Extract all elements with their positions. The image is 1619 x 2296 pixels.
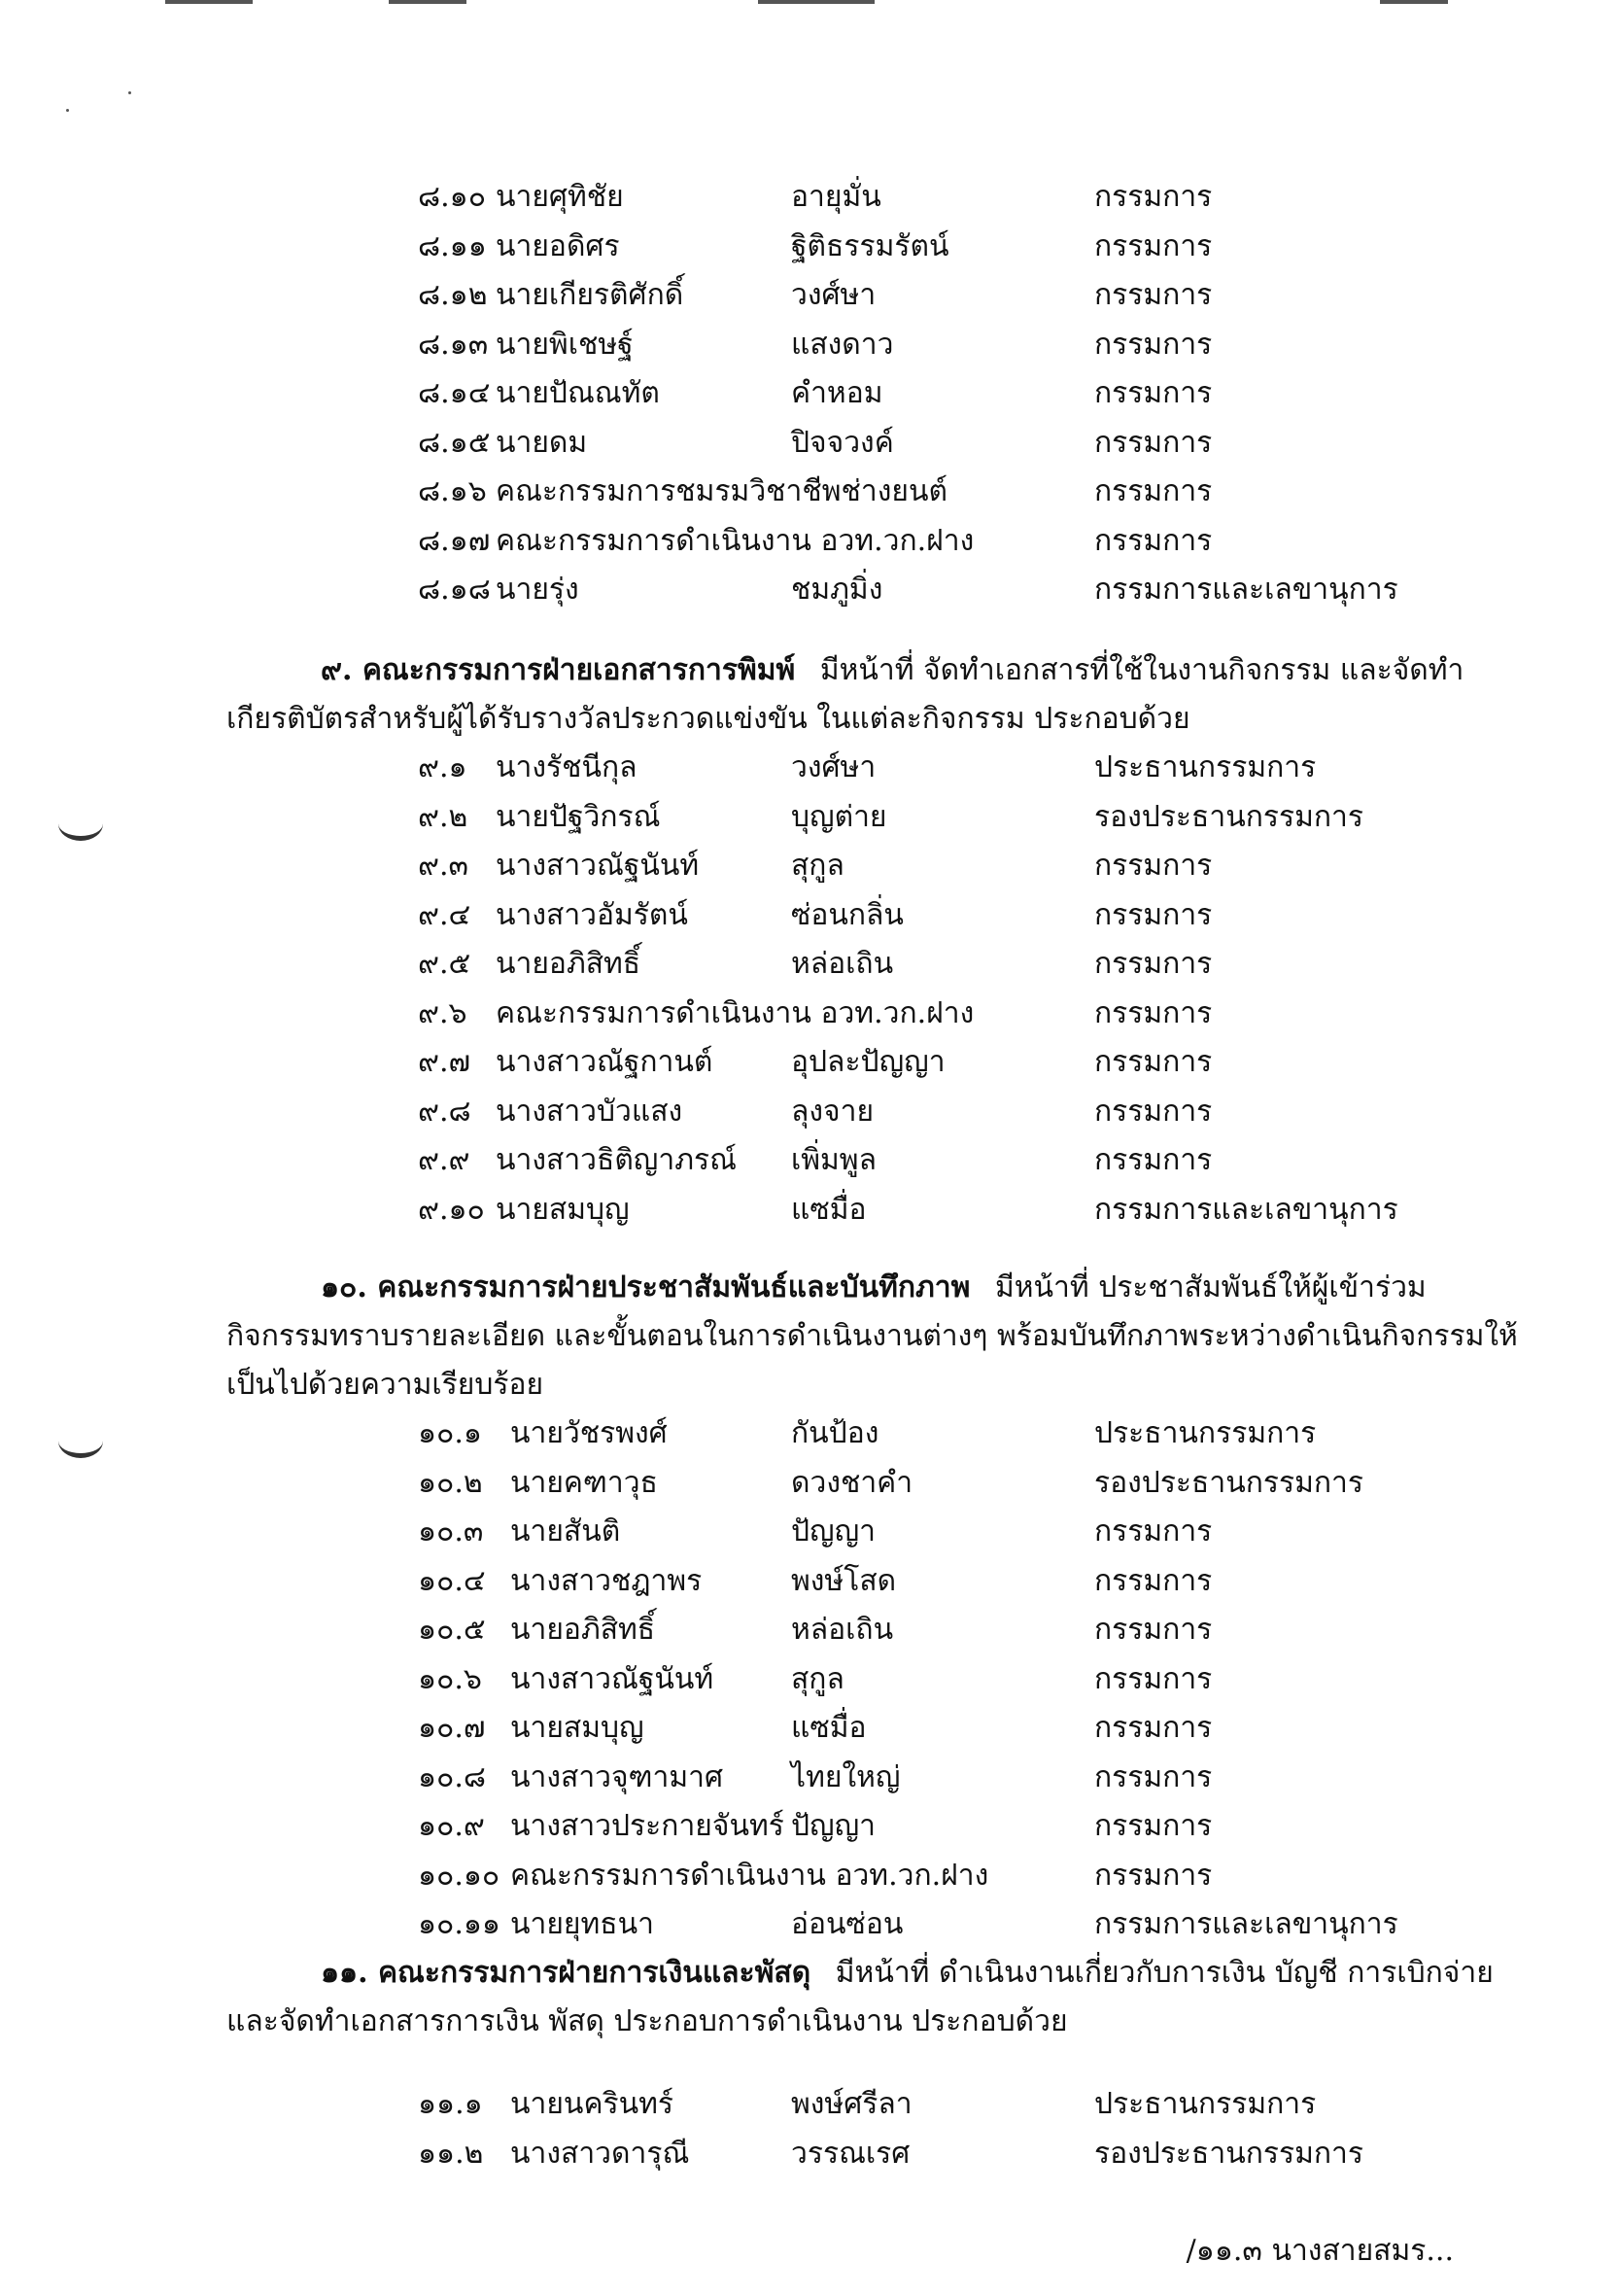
member-role: กรรมการ: [1094, 228, 1213, 263]
member-row: [418, 1807, 1487, 1846]
member-surname: ซ่อนกลิ่น: [791, 897, 904, 932]
member-role: กรรมการ: [1094, 849, 1213, 883]
member-name: นายนครินทร์: [510, 2087, 674, 2121]
member-number: ๑๑.๒: [418, 2136, 484, 2171]
member-row: [418, 1758, 1487, 1797]
member-surname: ปัญญา: [791, 1514, 877, 1548]
member-role: กรรมการ: [1094, 1809, 1213, 1843]
member-surname: พงษ์ศรีลา: [791, 2087, 913, 2121]
section-9-intro-line2: เกียรติบัตรสำหรับผู้ได้รับรางวัลประกวดแข่งขัน ในแต่ละกิจกรรม ประกอบด้วย: [226, 702, 1190, 736]
member-number: ๑๐.๓: [418, 1514, 484, 1548]
member-surname: กันป้อง: [791, 1416, 879, 1450]
member-number: ๙.๓: [418, 849, 469, 883]
member-name: นายคฑาวุธ: [510, 1465, 658, 1500]
section-10-intro-line3: เป็นไปด้วยความเรียบร้อย: [226, 1368, 544, 1402]
member-role: กรรมการ: [1094, 1711, 1213, 1745]
member-name: นายรุ่ง: [496, 573, 579, 607]
member-role: กรรมการ: [1094, 474, 1213, 508]
member-row: [418, 374, 1487, 413]
member-surname: แซมื่อ: [791, 1192, 867, 1227]
member-name: นางสาวจุฑามาศ: [510, 1759, 723, 1794]
member-name: นายปัณณทัต: [496, 376, 660, 410]
member-name: นางสาวธิติญาภรณ์: [496, 1143, 737, 1177]
member-number: ๑๐.๖: [418, 1661, 482, 1696]
member-surname: วรรณเรศ: [791, 2136, 911, 2171]
member-name: นายพิเชษฐ์: [496, 327, 634, 362]
member-surname: ชมภูมิ่ง: [791, 573, 883, 607]
member-role: กรรมการและเลขานุการ: [1094, 1192, 1398, 1227]
member-name: นายสันติ: [510, 1514, 621, 1548]
member-number: ๙.๒: [418, 799, 468, 834]
member-role: กรรมการ: [1094, 947, 1213, 981]
member-number: ๘.๑๕: [418, 425, 491, 460]
scan-edge-mark: [758, 0, 875, 4]
section-10-intro-line1: [321, 1269, 1427, 1307]
member-name: นางสาวชฎาพร: [510, 1563, 703, 1598]
member-surname: สุกูล: [791, 1661, 844, 1696]
member-number: ๙.๑: [418, 750, 467, 784]
section-10-duty-text: มีหน้าที่ ประชาสัมพันธ์ให้ผู้เข้าร่วม: [994, 1270, 1427, 1305]
member-number: ๙.๘: [418, 1094, 471, 1129]
member-role: กรรมการ: [1094, 1858, 1213, 1893]
member-row: [418, 1660, 1487, 1699]
member-number: ๑๐.๘: [418, 1759, 487, 1794]
scan-specks: [58, 87, 146, 117]
scan-edge-mark: [1380, 0, 1448, 4]
member-row: [418, 178, 1487, 217]
punch-hole: [58, 1424, 103, 1458]
member-surname: แซมื่อ: [791, 1711, 867, 1745]
member-number: ๑๐.๕: [418, 1613, 486, 1647]
section-11-intro-line2: และจัดทำเอกสารการเงิน พัสดุ ประกอบการดำเนินงาน ประกอบด้วย: [226, 2004, 1068, 2038]
member-role: ประธานกรรมการ: [1094, 2087, 1317, 2121]
member-row: [418, 847, 1487, 886]
member-role: กรรมการ: [1094, 327, 1213, 362]
member-number: ๙.๑๐: [418, 1192, 485, 1227]
section-11-intro-line1: [321, 1954, 1494, 1993]
member-row: [418, 227, 1487, 266]
member-name: นางสาวณัฐนันท์: [510, 1661, 714, 1696]
member-name: นายอภิสิทธิ์: [510, 1613, 656, 1647]
member-row: [418, 1141, 1487, 1180]
member-surname: ไทยใหญ่: [791, 1759, 901, 1794]
member-row: [418, 571, 1487, 609]
member-number: ๙.๔: [418, 897, 471, 932]
member-number: ๘.๑๖: [418, 474, 487, 508]
section-9-intro-line1: [321, 651, 1464, 690]
member-number: ๑๐.๑: [418, 1416, 482, 1450]
member-role: กรรมการ: [1094, 1563, 1213, 1598]
member-number: ๘.๑๘: [418, 573, 491, 607]
member-number: ๘.๑๐: [418, 180, 487, 214]
member-name: นางสาวณัฐนันท์: [496, 849, 700, 883]
member-number: ๘.๑๑: [418, 228, 487, 263]
member-number: ๑๐.๒: [418, 1465, 483, 1500]
member-row: [418, 994, 1487, 1033]
member-name: นายสมบุญ: [510, 1711, 644, 1745]
member-row: [418, 1191, 1487, 1230]
member-role: ประธานกรรมการ: [1094, 750, 1317, 784]
member-row: [418, 276, 1487, 315]
member-role: กรรมการ: [1094, 180, 1213, 214]
member-surname: หล่อเถิน: [791, 1613, 894, 1647]
member-name: นายวัชรพงศ์: [510, 1416, 668, 1450]
member-row: [418, 326, 1487, 365]
member-number: ๘.๑๓: [418, 327, 489, 362]
member-surname: อายุมั่น: [791, 180, 881, 214]
member-surname: พงษ์โสด: [791, 1563, 897, 1598]
member-name: นางสาวดารุณี: [510, 2136, 690, 2171]
member-number: ๑๑.๑: [418, 2087, 483, 2121]
scan-edge-mark: [165, 0, 253, 4]
member-surname: วงศ์ษา: [791, 750, 877, 784]
member-row: [418, 1513, 1487, 1551]
member-row: [418, 2085, 1487, 2124]
member-name: นายอดิศร: [496, 228, 620, 263]
member-surname: สุกูล: [791, 849, 844, 883]
member-row: [418, 748, 1487, 787]
member-row: [418, 1093, 1487, 1131]
member-surname: ฐิติธรรมรัตน์: [791, 228, 949, 263]
member-surname: ดวงชาคำ: [791, 1465, 913, 1500]
member-row: [418, 1414, 1487, 1453]
member-number: ๑๐.๙: [418, 1809, 485, 1843]
member-name: นางสาวณัฐกานต์: [496, 1045, 713, 1079]
member-name: นายปัฐวิกรณ์: [496, 799, 661, 834]
member-surname: บุญต่าย: [791, 799, 887, 834]
member-row: [418, 1611, 1487, 1650]
member-name: คณะกรรมการดำเนินงาน อวท.วก.ฝาง: [496, 523, 975, 558]
member-name: นายยุทธนา: [510, 1907, 654, 1941]
member-role: กรรมการ: [1094, 1759, 1213, 1794]
member-role: กรรมการ: [1094, 1143, 1213, 1177]
member-number: ๑๐.๑๐: [418, 1858, 500, 1893]
member-surname: อุปละปัญญา: [791, 1045, 946, 1079]
member-row: [418, 1857, 1487, 1896]
member-name: นายดม: [496, 425, 588, 460]
member-row: [418, 1562, 1487, 1601]
member-surname: แสงดาว: [791, 327, 894, 362]
scan-edge-mark: [389, 0, 466, 4]
member-role: กรรมการ: [1094, 1661, 1213, 1696]
member-name: นายอภิสิทธิ์: [496, 947, 641, 981]
member-role: รองประธานกรรมการ: [1094, 799, 1364, 834]
section-9-duty-text: มีหน้าที่ จัดทำเอกสารที่ใช้ในงานกิจกรรม และจัดทำ: [819, 653, 1464, 687]
member-role: กรรมการ: [1094, 376, 1213, 410]
member-number: ๘.๑๔: [418, 376, 491, 410]
member-role: กรรมการ: [1094, 1514, 1213, 1548]
member-role: กรรมการ: [1094, 995, 1213, 1030]
section-9-heading: ๙. คณะกรรมการฝ่ายเอกสารการพิมพ์: [321, 653, 796, 687]
member-role: กรรมการ: [1094, 1045, 1213, 1079]
section-11-duty-text: มีหน้าที่ ดำเนินงานเกี่ยวกับการเงิน บัญชี การเบิกจ่าย: [835, 1956, 1494, 1990]
member-row: [418, 424, 1487, 463]
member-role: รองประธานกรรมการ: [1094, 1465, 1364, 1500]
member-row: [418, 2135, 1487, 2174]
member-name: นางสาวประกายจันทร์: [510, 1809, 784, 1843]
member-number: ๑๐.๑๑: [418, 1907, 500, 1941]
section-10-heading: ๑๐. คณะกรรมการฝ่ายประชาสัมพันธ์และบันทึกภาพ: [321, 1270, 971, 1305]
member-role: กรรมการ: [1094, 897, 1213, 932]
member-number: ๙.๗: [418, 1045, 471, 1079]
member-row: [418, 472, 1487, 511]
section-10-intro-line2: กิจกรรมทราบรายละเอียด และขั้นตอนในการดำเนินงานต่างๆ พร้อมบันทึกภาพระหว่างดำเนินกิจกรรมให้: [226, 1319, 1518, 1353]
member-number: ๙.๙: [418, 1143, 470, 1177]
member-row: [418, 522, 1487, 561]
member-name: นางรัชนีกุล: [496, 750, 637, 784]
member-surname: ปิจจวงค์: [791, 425, 894, 460]
member-number: ๘.๑๒: [418, 278, 488, 312]
punch-hole: [58, 807, 103, 841]
member-number: ๑๐.๗: [418, 1711, 486, 1745]
member-surname: เพิ่มพูล: [791, 1143, 877, 1177]
member-row: [418, 1905, 1487, 1944]
member-surname: วงศ์ษา: [791, 278, 877, 312]
member-name: นายเกียรติศักดิ์: [496, 278, 684, 312]
member-name: นายสมบุญ: [496, 1192, 630, 1227]
member-name: นางสาวอัมรัตน์: [496, 897, 688, 932]
section-11-heading: ๑๑. คณะกรรมการฝ่ายการเงินและพัสดุ: [321, 1956, 811, 1990]
member-row: [418, 896, 1487, 935]
member-role: กรรมการ: [1094, 1613, 1213, 1647]
member-name: นางสาวบัวแสง: [496, 1094, 683, 1129]
member-number: ๙.๖: [418, 995, 467, 1030]
member-row: [418, 798, 1487, 837]
member-name: นายศุทิชัย: [496, 180, 624, 214]
member-surname: คำหอม: [791, 376, 883, 410]
member-row: [418, 1709, 1487, 1748]
member-number: ๑๐.๔: [418, 1563, 486, 1598]
member-role: กรรมการ: [1094, 278, 1213, 312]
member-surname: หล่อเถิน: [791, 947, 894, 981]
member-role: กรรมการ: [1094, 425, 1213, 460]
member-row: [418, 945, 1487, 984]
member-row: [418, 1464, 1487, 1503]
page-continuation-footer: /๑๑.๓ นางสายสมร...: [1186, 2234, 1454, 2268]
member-role: กรรมการ: [1094, 523, 1213, 558]
member-role: กรรมการและเลขานุการ: [1094, 1907, 1398, 1941]
member-role: กรรมการและเลขานุการ: [1094, 573, 1398, 607]
member-name: คณะกรรมการดำเนินงาน อวท.วก.ฝาง: [510, 1858, 989, 1893]
member-role: กรรมการ: [1094, 1094, 1213, 1129]
member-number: ๘.๑๗: [418, 523, 491, 558]
member-role: ประธานกรรมการ: [1094, 1416, 1317, 1450]
member-name: คณะกรรมการชมรมวิชาชีพช่างยนต์: [496, 474, 947, 508]
member-surname: ลุงจาย: [791, 1094, 875, 1129]
member-surname: อ่อนซ่อน: [791, 1907, 904, 1941]
member-name: คณะกรรมการดำเนินงาน อวท.วก.ฝาง: [496, 995, 975, 1030]
member-row: [418, 1043, 1487, 1082]
member-surname: ปัญญา: [791, 1809, 877, 1843]
member-role: รองประธานกรรมการ: [1094, 2136, 1364, 2171]
member-number: ๙.๕: [418, 947, 471, 981]
